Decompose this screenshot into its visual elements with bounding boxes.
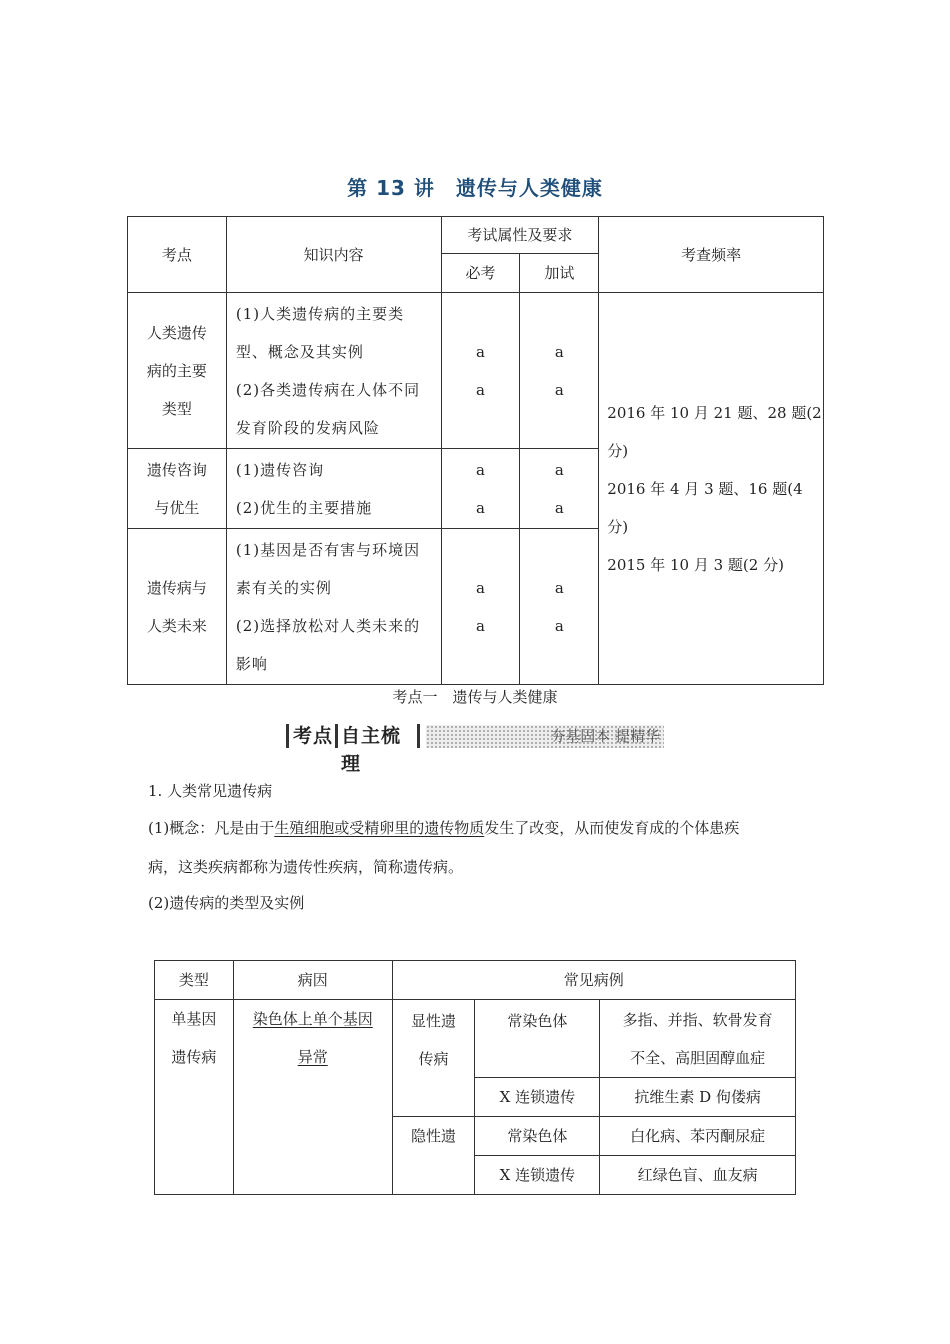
t2-dominant-cell: 显性遗 传病 — [392, 1000, 475, 1117]
concept-paragraph-line2: 病，这类疾病都称为遗传性疾病，简称遗传病。 — [148, 858, 464, 876]
disease-types-table — [154, 960, 796, 1195]
header-zhishi: 知识内容 — [226, 217, 441, 293]
t2-chromosome-4: X 连锁遗传 — [475, 1156, 600, 1195]
row3-items: (1)基因是否有害与环境因 素有关的实例 (2)选择放松对人类未来的 影响 — [226, 529, 441, 685]
section-banner — [286, 722, 664, 775]
heading-types: (2)遗传病的类型及实例 — [148, 894, 305, 912]
banner-label: 考点 自主梳理 — [286, 722, 420, 750]
page-title: 第 13 讲 遗传与人类健康 — [347, 176, 603, 200]
t2-header-type: 类型 — [155, 961, 234, 1000]
concept-paragraph: (1)概念：凡是由于生殖细胞或受精卵里的遗传物质发生了改变，从而使发育成的个体患疾 — [148, 819, 740, 837]
t2-examples-1: 多指、并指、软骨发育 不全、高胆固醇血症 — [600, 1000, 796, 1078]
header-jiashi: 加试 — [520, 254, 599, 293]
row1-kaodian: 人类遗传 病的主要 类型 — [128, 293, 227, 449]
header-pinlv: 考查频率 — [599, 217, 824, 293]
t2-recessive-cell: 隐性遗 — [392, 1117, 475, 1195]
t2-chromosome-2: X 连锁遗传 — [475, 1078, 600, 1117]
t2-chromosome-1: 常染色体 — [475, 1000, 600, 1078]
row2-bikao: a a — [441, 449, 520, 529]
t2-header-examples: 常见病例 — [392, 961, 795, 1000]
banner-bar-left — [286, 724, 289, 748]
row1-items: (1)人类遗传病的主要类 型、概念及其实例 (2)各类遗传病在人体不同 发育阶段的发病风险 — [226, 293, 441, 449]
t2-examples-3: 白化病、苯丙酮尿症 — [600, 1117, 796, 1156]
t2-type-cell: 单基因 遗传病 — [155, 1000, 234, 1195]
row1-bikao: a a — [441, 293, 520, 449]
heading-common-diseases: 1. 人类常见遗传病 — [148, 782, 273, 800]
t2-examples-4: 红绿色盲、血友病 — [600, 1156, 796, 1195]
header-kaodian: 考点 — [128, 217, 227, 293]
section-title: 考点一 遗传与人类健康 — [392, 688, 558, 706]
concept-underline: 生殖细胞或受精卵里的遗传物质 — [274, 819, 485, 837]
header-shuxing: 考试属性及要求 — [441, 217, 599, 254]
header-bikao: 必考 — [441, 254, 520, 293]
row3-jiashi: a a — [520, 529, 599, 685]
row3-bikao: a a — [441, 529, 520, 685]
exam-requirements-table — [127, 216, 824, 685]
frequency-cell: 2016 年 10 月 21 题、28 题(2 分) 2016 年 4 月 3 题、16 题(4 分) 2015 年 10 月 3 题(2 分) — [599, 293, 824, 685]
t2-chromosome-3: 常染色体 — [475, 1117, 600, 1156]
banner-slogan: 夯基固本 提精华 — [550, 727, 660, 745]
banner-bar-mid — [335, 724, 338, 748]
row1-jiashi: a a — [520, 293, 599, 449]
row3-kaodian: 遗传病与 人类未来 — [128, 529, 227, 685]
t2-examples-2: 抗维生素 D 佝偻病 — [600, 1078, 796, 1117]
t2-cause-cell: 染色体上单个基因 异常 — [233, 1000, 392, 1195]
row2-items: (1)遗传咨询 (2)优生的主要措施 — [226, 449, 441, 529]
row2-kaodian: 遗传咨询 与优生 — [128, 449, 227, 529]
banner-bar-right — [417, 724, 420, 748]
t2-header-cause: 病因 — [233, 961, 392, 1000]
row2-jiashi: a a — [520, 449, 599, 529]
